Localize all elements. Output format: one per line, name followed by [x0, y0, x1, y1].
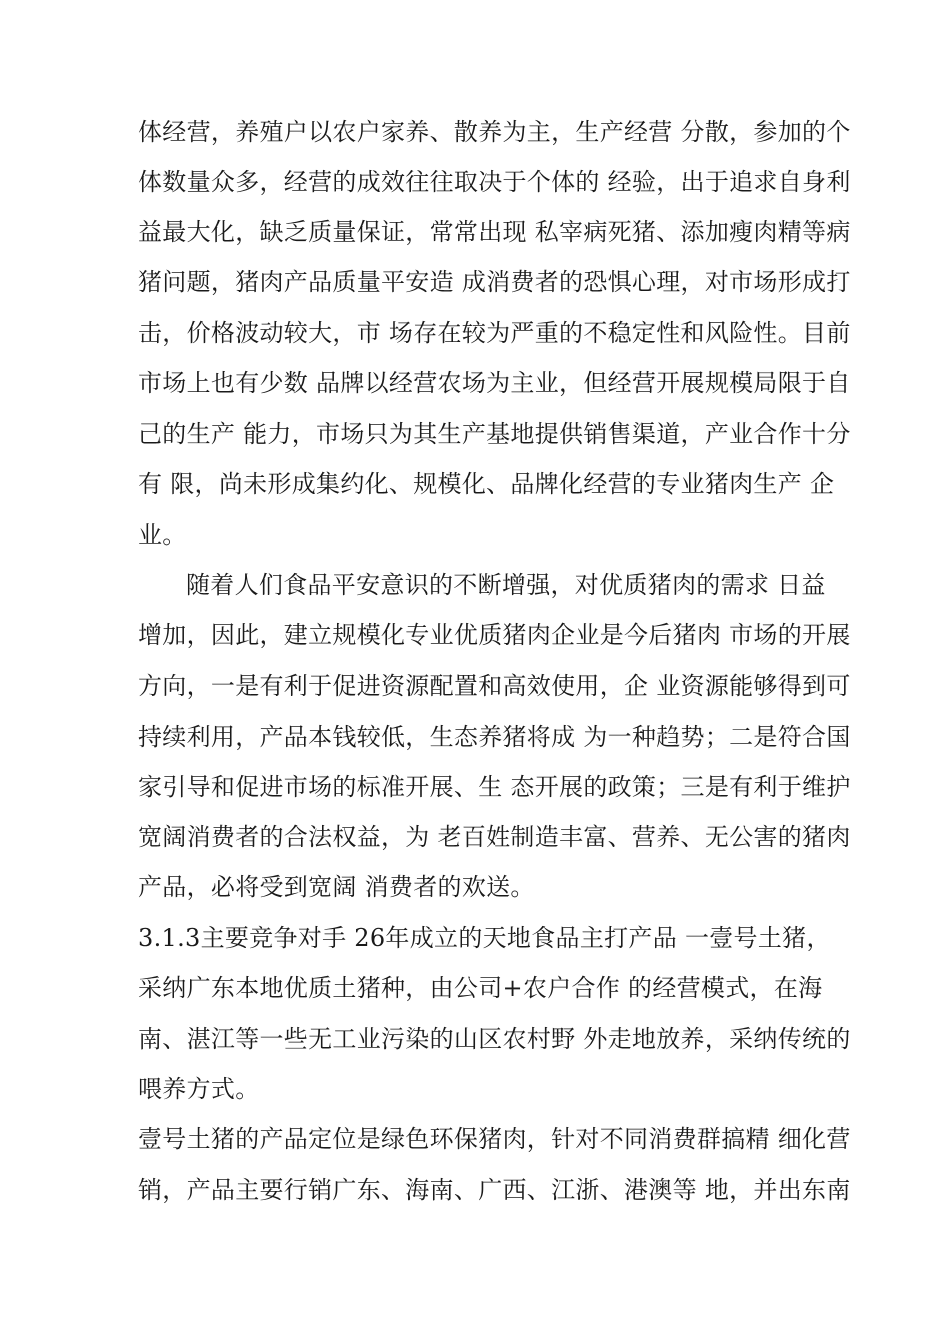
text-line: 己的生产 能力，市场只为其生产基地提供销售渠道，产业合作十分: [138, 420, 851, 448]
paragraph-start-line: 随着人们食品平安意识的不断增强，对优质猪肉的需求 日益: [186, 571, 826, 599]
text-line: 喂养方式。: [138, 1075, 260, 1103]
text-line: 方向，一是有利于促进资源配置和高效使用，企 业资源能够得到可: [138, 672, 851, 700]
text-line: 南、湛江等一些无工业污染的山区农村野 外走地放养，采纳传统的: [138, 1025, 851, 1053]
paragraph-start-line: 壹号土猪的产品定位是绿色环保猪肉，针对不同消费群搞精 细化营: [138, 1125, 851, 1153]
text-line: 业。: [138, 521, 187, 549]
text-line: 击，价格波动较大，市 场存在较为严重的不稳定性和风险性。目前: [138, 319, 851, 347]
text-line: 体经营，养殖户以农户家养、散养为主，生产经营 分散，参加的个: [138, 118, 851, 146]
text-line: 销，产品主要行销广东、海南、广西、江浙、港澳等 地，并出东南: [138, 1176, 851, 1204]
text-line: 猪问题，猪肉产品质量平安造 成消费者的恐惧心理，对市场形成打: [138, 268, 851, 296]
section-heading-line: 3.1.3主要竞争对手 26年成立的天地食品主打产品 一壹号土猪，: [138, 924, 831, 952]
text-line: 宽阔消费者的合法权益，为 老百姓制造丰富、营养、无公害的猪肉: [138, 823, 851, 851]
text-line: 有 限，尚未形成集约化、规模化、品牌化经营的专业猪肉生产 企: [138, 470, 835, 498]
text-line: 采纳广东本地优质土猪种，由公司+农户合作 的经营模式，在海: [138, 974, 823, 1002]
text-line: 益最大化，缺乏质量保证，常常出现 私宰病死猪、添加瘦肉精等病: [138, 218, 851, 246]
text-line: 持续利用，产品本钱较低，生态养猪将成 为一种趋势；二是符合国: [138, 723, 851, 751]
text-line: 家引导和促进市场的标准开展、生 态开展的政策；三是有利于维护: [138, 773, 851, 801]
text-line: 产品，必将受到宽阔 消费者的欢送。: [138, 873, 535, 901]
text-line: 增加，因此，建立规模化专业优质猪肉企业是今后猪肉 市场的开展: [138, 621, 851, 649]
text-line: 市场上也有少数 品牌以经营农场为主业，但经营开展规模局限于自: [138, 369, 851, 397]
text-line: 体数量众多，经营的成效往往取决于个体的 经验，出于追求自身利: [138, 168, 851, 196]
